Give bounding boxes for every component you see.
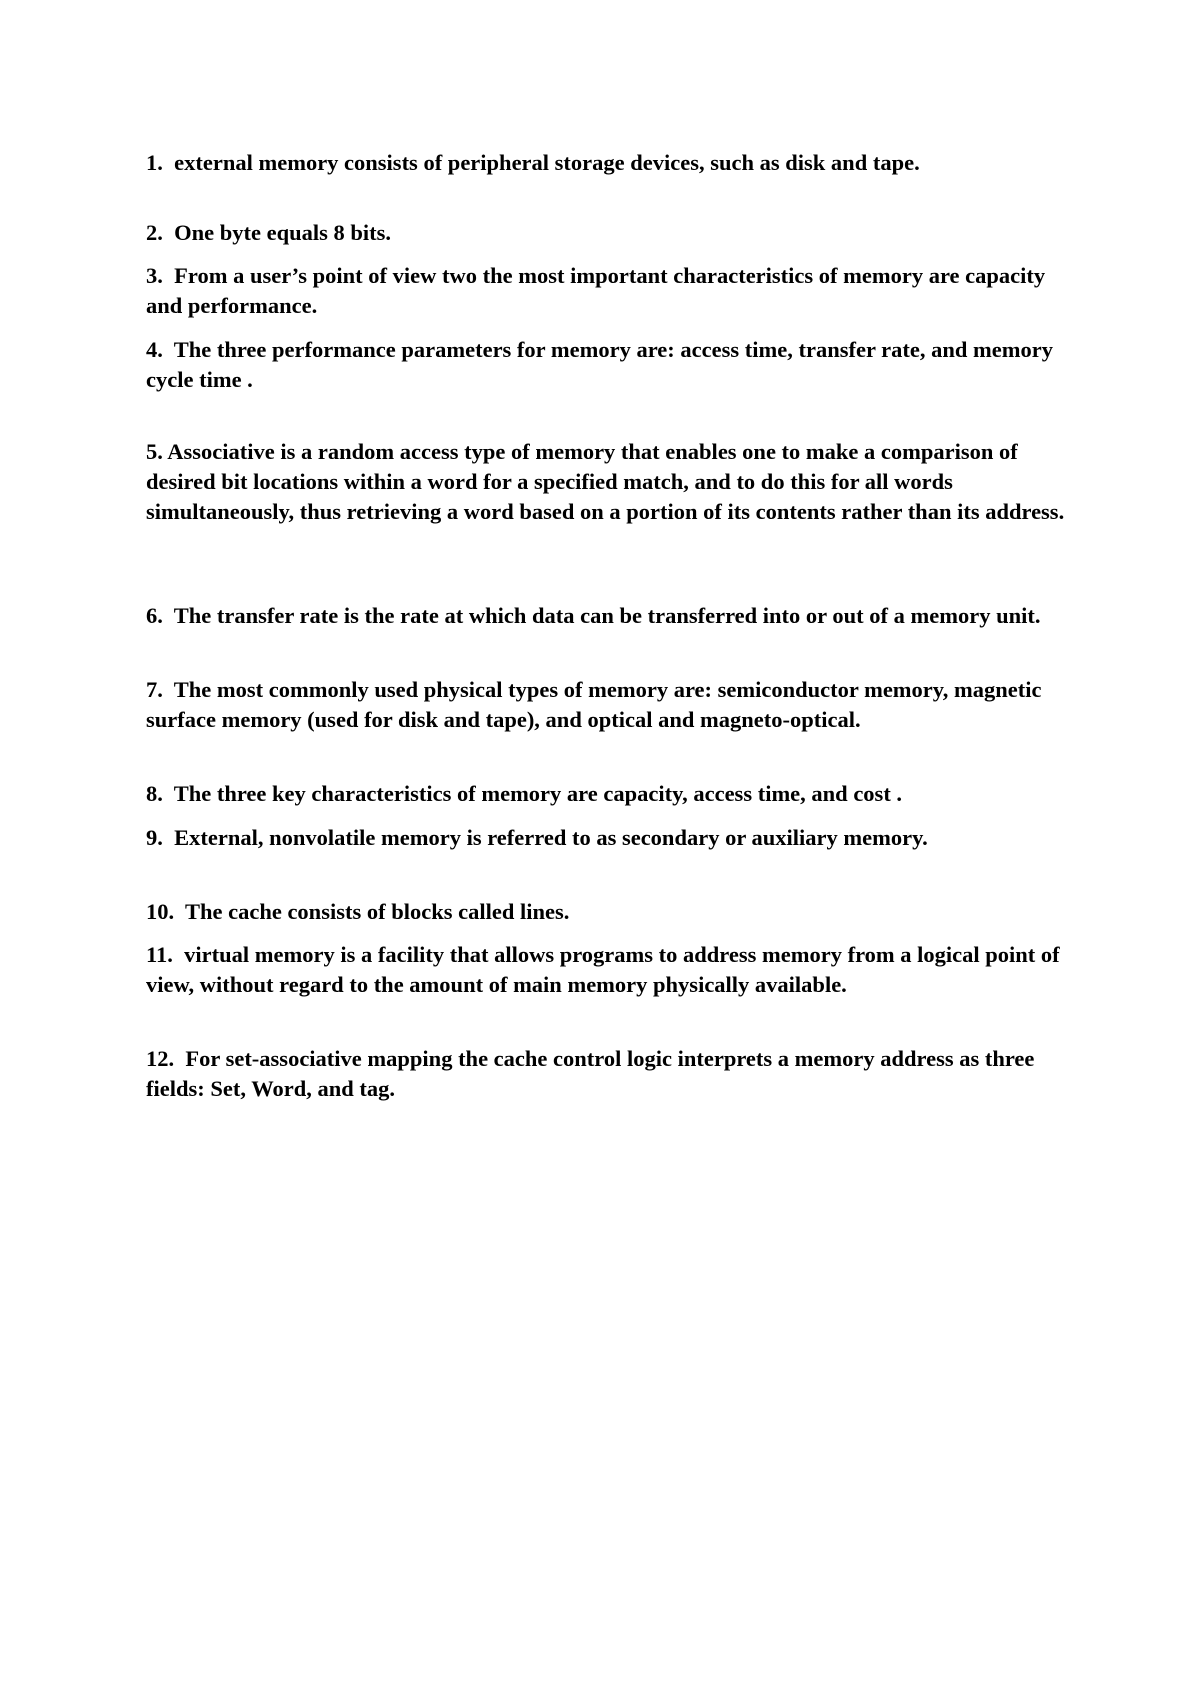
- item-number: 2.: [146, 220, 163, 245]
- item-number: 8.: [146, 781, 163, 806]
- item-text: The transfer rate is the rate at which data can be transferred into or out of a memory unit.: [173, 603, 1041, 628]
- item-number: 11.: [146, 942, 173, 967]
- item-number: 10.: [146, 899, 175, 924]
- list-item: [146, 601, 1086, 631]
- list-item: [146, 897, 1086, 927]
- list-item: [146, 940, 1086, 1000]
- item-number: 1.: [146, 150, 163, 175]
- item-text: The cache consists of blocks called lines.: [184, 899, 570, 924]
- list-item: [146, 437, 1086, 527]
- list-item: [146, 148, 1086, 178]
- item-text: For set-associative mapping the cache control logic interprets a memory address as three fields: Set, Word, and tag.: [146, 1046, 1035, 1101]
- item-number: 5.: [146, 439, 163, 464]
- item-text: virtual memory is a facility that allows programs to address memory from a logical point of view, without regard to the amount of main memory physically available.: [146, 942, 1060, 997]
- list-item: [146, 1044, 1086, 1104]
- item-text: The three key characteristics of memory are capacity, access time, and cost .: [173, 781, 903, 806]
- list-item: [146, 261, 1086, 321]
- list-item: [146, 823, 1086, 853]
- list-item: [146, 218, 1086, 248]
- item-number: 3.: [146, 263, 163, 288]
- item-text: external memory consists of peripheral storage devices, such as disk and tape.: [174, 150, 920, 175]
- item-number: 12.: [146, 1046, 175, 1071]
- list-item: [146, 779, 1086, 809]
- item-text: External, nonvolatile memory is referred to as secondary or auxiliary memory.: [174, 825, 928, 850]
- list-item: [146, 675, 1086, 735]
- item-text: Associative is a random access type of memory that enables one to make a comparison of desired bit locations within a word for a specified match, and to do this for all words simultaneously, thus retrieving a word based on a portion of its contents rather than its address.: [146, 439, 1065, 524]
- item-number: 6.: [146, 603, 163, 628]
- item-text: The most commonly used physical types of memory are: semiconductor memory, magnetic surface memory (used for disk and tape), and optical and magneto-optical.: [146, 677, 1042, 732]
- item-number: 9.: [146, 825, 163, 850]
- item-number: 7.: [146, 677, 163, 702]
- item-text: One byte equals 8 bits.: [174, 220, 392, 245]
- item-number: 4.: [146, 337, 163, 362]
- item-text: From a user’s point of view two the most important characteristics of memory are capacity and performance.: [146, 263, 1046, 318]
- item-text: The three performance parameters for memory are: access time, transfer rate, and memory cycle time .: [146, 337, 1053, 392]
- list-item: [146, 335, 1086, 395]
